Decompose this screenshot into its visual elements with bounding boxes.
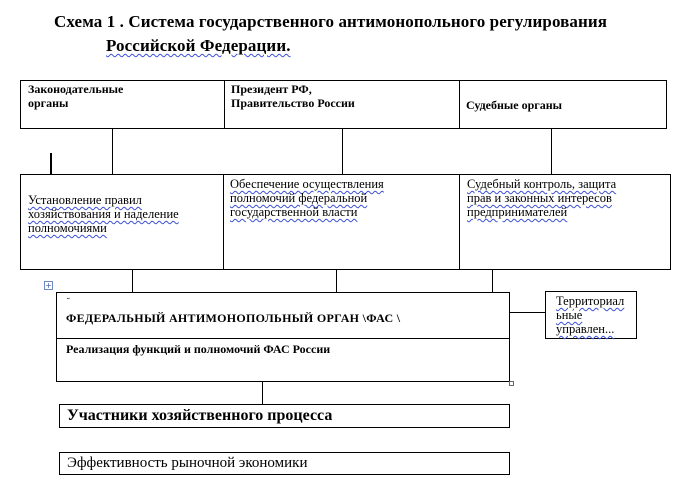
fas-title-marker: ˘ bbox=[66, 298, 71, 308]
legislative-function-cell bbox=[28, 193, 179, 235]
fas-functions: Реализация функций и полномочий ФАС России bbox=[66, 342, 331, 356]
jud-func-line-2: прав и законных интересов bbox=[467, 191, 612, 205]
table-move-handle-icon[interactable]: + bbox=[45, 281, 52, 290]
jud-func-line-1: Судебный контроль, защита bbox=[467, 177, 617, 191]
judicial-function-cell bbox=[467, 177, 616, 219]
participants-text: Участники хозяйственного процесса bbox=[67, 407, 333, 424]
exec-func-line-1: Обеспечение осуществления bbox=[230, 177, 384, 191]
exec-func-line-2: полномочий федеральной bbox=[230, 191, 368, 205]
legislative-bodies-cell bbox=[28, 82, 123, 110]
exec-func-line-3: государственной власти bbox=[230, 205, 358, 219]
participants-box bbox=[59, 404, 510, 428]
fas-box-divider bbox=[56, 338, 510, 339]
connector-to-participants bbox=[262, 382, 263, 404]
efficiency-text: Эффективность рыночной экономики bbox=[67, 455, 308, 471]
fas-title: ФЕДЕРАЛЬНЫЙ АНТИМОНОПОЛЬНЫЙ ОРГАН \ФАС \ bbox=[66, 311, 401, 325]
resize-handle[interactable] bbox=[509, 381, 514, 386]
fas-box bbox=[56, 292, 510, 382]
judicial-bodies-cell bbox=[466, 98, 562, 112]
connector-to-fas-1 bbox=[132, 270, 133, 292]
jud-func-line-3: предпринимателей bbox=[467, 205, 568, 219]
row1-divider-1 bbox=[224, 80, 225, 129]
connector-judicial-down bbox=[551, 129, 552, 174]
diagram-title-line1 bbox=[54, 11, 607, 33]
connector-to-fas-2 bbox=[336, 270, 337, 292]
row2-divider-1 bbox=[223, 174, 224, 270]
territorial-line-1: Территориал bbox=[556, 294, 625, 308]
left-marker-line bbox=[50, 153, 52, 175]
leg-func-line-1: Установление правил bbox=[28, 193, 142, 207]
diagram-title-line2: Российской Федерации. bbox=[106, 36, 291, 55]
row2-divider-2 bbox=[459, 174, 460, 270]
territorial-text bbox=[556, 294, 624, 336]
executive-function-cell bbox=[230, 177, 384, 219]
leg-func-line-3: полномочиями bbox=[28, 221, 107, 235]
territorial-line-3: управлен... bbox=[556, 322, 615, 336]
executive-bodies-cell bbox=[231, 82, 355, 110]
title-part-1: Схема 1 . Система государственного антимонопольного регулирования bbox=[54, 12, 608, 31]
judicial-line-1: Судебные органы bbox=[466, 98, 563, 112]
executive-line-1: Президент РФ, bbox=[231, 82, 312, 96]
leg-func-line-2: хозяйствования и наделение bbox=[28, 207, 179, 221]
legislative-line-2: органы bbox=[28, 96, 69, 110]
connector-to-territorial bbox=[510, 312, 545, 313]
legislative-line-1: Законодательные bbox=[28, 82, 124, 96]
efficiency-box bbox=[59, 452, 510, 475]
row1-divider-2 bbox=[459, 80, 460, 129]
executive-line-2: Правительство России bbox=[231, 96, 355, 110]
territorial-line-2: ьные bbox=[556, 308, 583, 322]
